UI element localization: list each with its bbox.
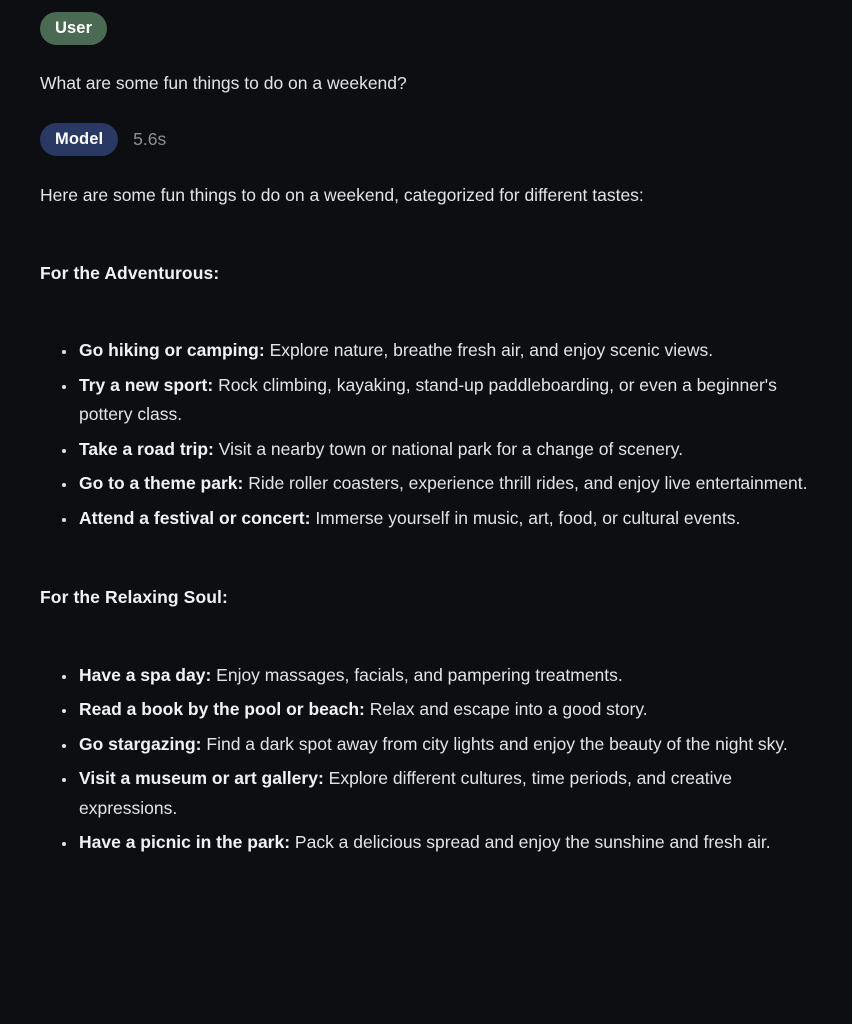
list-item <box>77 730 812 760</box>
list-item-term: Go to a theme park: <box>79 473 244 494</box>
list-item <box>77 661 812 691</box>
list-item-term: Have a picnic in the park: <box>79 832 291 853</box>
list-item-desc: Visit a nearby town or national park for a change of scenery. <box>213 438 684 459</box>
list-item-term: Try a new sport: <box>79 374 214 395</box>
user-message-text: What are some fun things to do on a weekend? <box>40 73 407 94</box>
list-item <box>77 336 812 366</box>
list-item-desc: Immerse yourself in music, art, food, or cultural events. <box>310 507 741 528</box>
response-time-label: 5.6s <box>133 129 167 150</box>
list-item-desc: Relax and escape into a good story. <box>364 699 648 720</box>
list-item-desc: Explore nature, breathe fresh air, and enjoy scenic views. <box>264 340 714 361</box>
bullet-list <box>40 336 812 533</box>
list-item-desc: Pack a delicious spread and enjoy the sunshine and fresh air. <box>290 832 771 853</box>
list-item-term: Go stargazing: <box>79 733 202 754</box>
list-item <box>77 435 812 465</box>
model-turn-header <box>40 123 812 156</box>
bullet-list <box>40 661 812 858</box>
list-item-term: Visit a museum or art gallery: <box>79 768 324 789</box>
model-role-badge: Model <box>40 123 118 156</box>
list-item <box>77 371 812 430</box>
list-item <box>77 469 812 499</box>
list-item <box>77 695 812 725</box>
list-item-desc: Explore different cultures, time periods, and creative expressions. <box>79 768 732 818</box>
list-item-term: Take a road trip: <box>79 438 214 459</box>
list-item <box>77 504 812 534</box>
section-heading: For the Relaxing Soul: <box>40 587 228 608</box>
list-item-desc: Ride roller coasters, experience thrill rides, and enjoy live entertainment. <box>243 473 808 494</box>
list-item-desc: Rock climbing, kayaking, stand-up paddleboarding, or even a beginner's pottery class. <box>79 374 777 425</box>
user-turn <box>40 12 812 96</box>
list-item-term: Read a book by the pool or beach: <box>79 699 365 720</box>
list-item-desc: Find a dark spot away from city lights and enjoy the beauty of the night sky. <box>201 733 788 754</box>
section-heading: For the Adventurous: <box>40 262 220 283</box>
user-role-badge: User <box>40 12 107 45</box>
list-item-desc: Enjoy massages, facials, and pampering treatments. <box>211 664 623 685</box>
list-item-term: Go hiking or camping: <box>79 340 265 361</box>
model-turn <box>40 123 812 857</box>
list-item <box>77 764 812 823</box>
model-sections <box>40 261 812 858</box>
list-item-term: Have a spa day: <box>79 664 212 685</box>
list-item-term: Attend a festival or concert: <box>79 507 311 528</box>
list-item <box>77 828 812 858</box>
model-intro-text: Here are some fun things to do on a weekend, categorized for different tastes: <box>40 185 644 206</box>
